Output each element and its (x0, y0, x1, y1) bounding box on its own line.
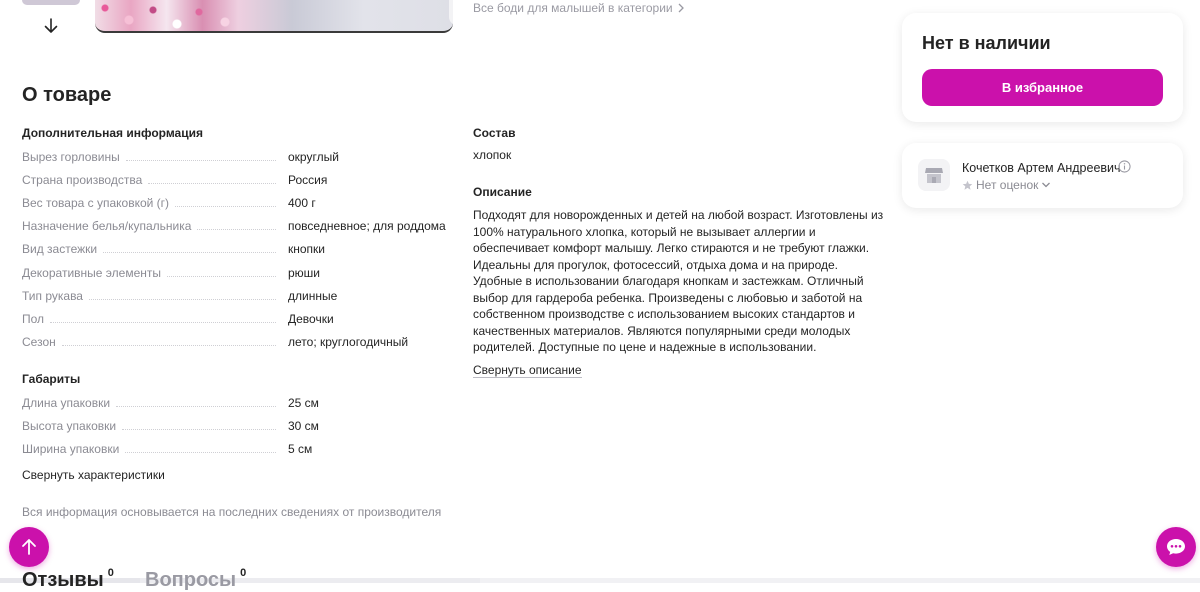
spec-dots (126, 160, 276, 161)
collapse-description-link[interactable]: Свернуть описание (473, 363, 582, 377)
spec-dots (167, 276, 276, 277)
spec-name: Декоративные элементы (22, 265, 161, 280)
spec-dots (50, 322, 276, 323)
scroll-to-top-button[interactable] (9, 527, 49, 567)
spec-row (22, 264, 452, 280)
spec-dots (125, 452, 276, 453)
spec-value: рюши (288, 265, 321, 280)
spec-row (22, 287, 452, 303)
photo-pattern (95, 0, 245, 33)
tab-reviews-count: 0 (107, 567, 114, 579)
dimensions-heading: Габариты (22, 372, 81, 386)
spec-row (22, 333, 452, 349)
spec-dots (197, 229, 276, 230)
spec-row (22, 171, 452, 187)
composition-heading: Состав (473, 126, 516, 140)
spec-name: Пол (22, 311, 45, 326)
spec-dots (122, 429, 276, 430)
info-icon[interactable] (1118, 160, 1131, 173)
stock-status: Нет в наличии (922, 33, 1051, 53)
description-heading: Описание (473, 185, 532, 199)
spec-dots (175, 206, 276, 207)
about-title: О товаре (22, 84, 112, 106)
seller-rating[interactable] (962, 178, 1051, 192)
spec-name: Назначение белья/купальника (22, 219, 192, 234)
spec-name: Вес товара с упаковкой (г) (22, 196, 170, 211)
manufacturer-disclaimer: Вся информация основывается на последних сведениях от производителя (22, 505, 442, 519)
spec-name: Тип рукава (22, 288, 83, 303)
chat-button[interactable] (1156, 527, 1196, 567)
spec-row (22, 148, 452, 164)
spec-value: Девочки (288, 311, 334, 326)
spec-value: повседневное; для роддома (288, 219, 446, 234)
gallery-thumbnail[interactable] (22, 0, 80, 5)
chevron-right-icon (677, 3, 685, 13)
spec-row (22, 194, 452, 210)
spec-dots (148, 183, 276, 184)
spec-name: Вид застежки (22, 242, 98, 257)
spec-value: 5 см (288, 442, 313, 457)
star-icon (962, 180, 973, 191)
add-to-favorites-button[interactable]: В избранное (922, 69, 1163, 106)
spec-value: 30 см (288, 419, 319, 434)
stock-card (902, 13, 1183, 122)
chevron-down-icon (1041, 181, 1051, 189)
store-icon (918, 159, 950, 191)
spec-row (22, 240, 452, 256)
collapse-specs-link[interactable]: Свернуть характеристики (22, 468, 165, 482)
tab-questions[interactable] (145, 569, 246, 592)
additional-info-heading: Дополнительная информация (22, 126, 203, 140)
gallery-scroll-down-icon[interactable] (40, 15, 62, 37)
spec-value: лето; круглогодичный (288, 334, 409, 349)
spec-dots (103, 252, 276, 253)
spec-value: кнопки (288, 242, 326, 257)
spec-dots (62, 345, 276, 346)
seller-name[interactable]: Кочетков Артем Андреевич (962, 161, 1121, 175)
spec-row (22, 310, 452, 326)
composition-value: хлопок (473, 148, 512, 162)
spec-row (22, 440, 452, 456)
seller-card[interactable] (902, 143, 1183, 208)
spec-name: Ширина упаковки (22, 442, 120, 457)
spec-row (22, 394, 452, 410)
spec-value: длинные (288, 288, 338, 303)
tab-questions-label: Вопросы (145, 569, 237, 591)
spec-dots (89, 299, 276, 300)
spec-name: Длина упаковки (22, 396, 111, 410)
spec-name: Вырез горловины (22, 150, 120, 164)
spec-value: 400 г (288, 196, 316, 211)
arrow-up-icon (21, 538, 37, 556)
similar-button[interactable] (449, 0, 453, 25)
rating-text: Нет оценок (976, 178, 1039, 192)
category-link[interactable] (473, 0, 685, 15)
spec-name: Сезон (22, 334, 56, 349)
spec-dots (116, 406, 276, 407)
chat-icon (1165, 537, 1187, 557)
description-text: Подходят для новорожденных и детей на любой возраст. Изготовлены из 100% натурального хлопка, который не вызывает аллергии и обеспечивает комфорт малышу. Легко стираются и не требуют глажки. Идеальны для прогулок, фотосессий, отдыха дома и на природе. Удобные в использовании благодаря кнопкам и застежкам. Отличный выбор для гардероба ребенка. Произведены с любовью и заботой на собственном производстве с использованием высоких стандартов и качественных материалов. Являются популярными среди молодых родителей. Доступные по цене и надежные в использовании. (473, 208, 884, 354)
category-link-label: Все боди для малышей в категории (473, 0, 673, 15)
spec-value: 25 см (288, 396, 319, 410)
spec-name: Высота упаковки (22, 419, 117, 434)
tab-reviews[interactable] (22, 569, 114, 592)
product-photo[interactable] (95, 0, 453, 33)
spec-row (22, 217, 452, 233)
tab-questions-count: 0 (240, 567, 247, 579)
tab-reviews-label: Отзывы (22, 569, 104, 591)
spec-value: Россия (288, 173, 328, 188)
spec-name: Страна производства (22, 173, 143, 188)
spec-value: округлый (288, 150, 339, 164)
spec-row (22, 417, 452, 433)
